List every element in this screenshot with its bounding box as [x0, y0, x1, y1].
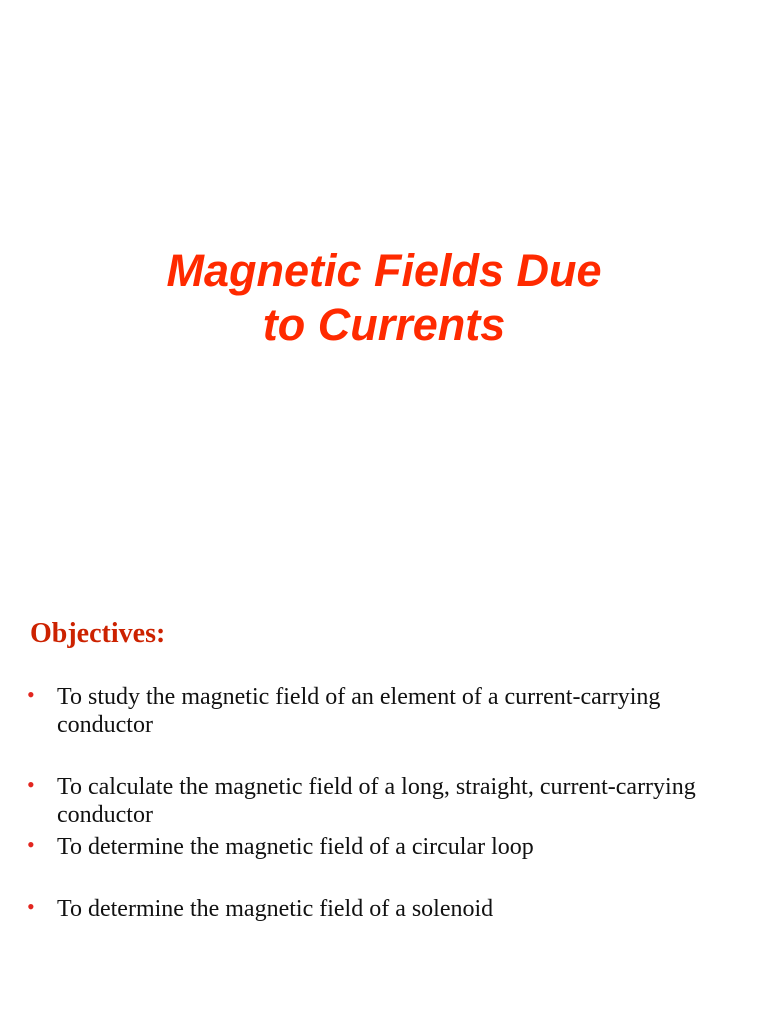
- bullet-icon: •: [27, 832, 35, 857]
- objective-text: To determine the magnetic field of a circular loop: [57, 834, 534, 860]
- objective-text: To study the magnetic field of an element of a current-carrying conductor: [57, 684, 661, 738]
- bullet-icon: •: [27, 894, 35, 919]
- objective-item: [27, 773, 727, 829]
- objective-item: [27, 895, 727, 923]
- objective-item: [27, 833, 727, 861]
- bullet-icon: •: [27, 772, 35, 797]
- bullet-icon: •: [27, 682, 35, 707]
- slide-title-line-2: to Currents: [262, 299, 506, 350]
- objective-item: [27, 683, 727, 739]
- slide-title-line-1: Magnetic Fields Due: [166, 245, 602, 296]
- objectives-heading: Objectives:: [30, 618, 166, 649]
- objective-text: To determine the magnetic field of a solenoid: [57, 896, 494, 922]
- slide-title: [0, 244, 768, 352]
- objective-text: To calculate the magnetic field of a long, straight, current-carrying conductor: [57, 774, 696, 828]
